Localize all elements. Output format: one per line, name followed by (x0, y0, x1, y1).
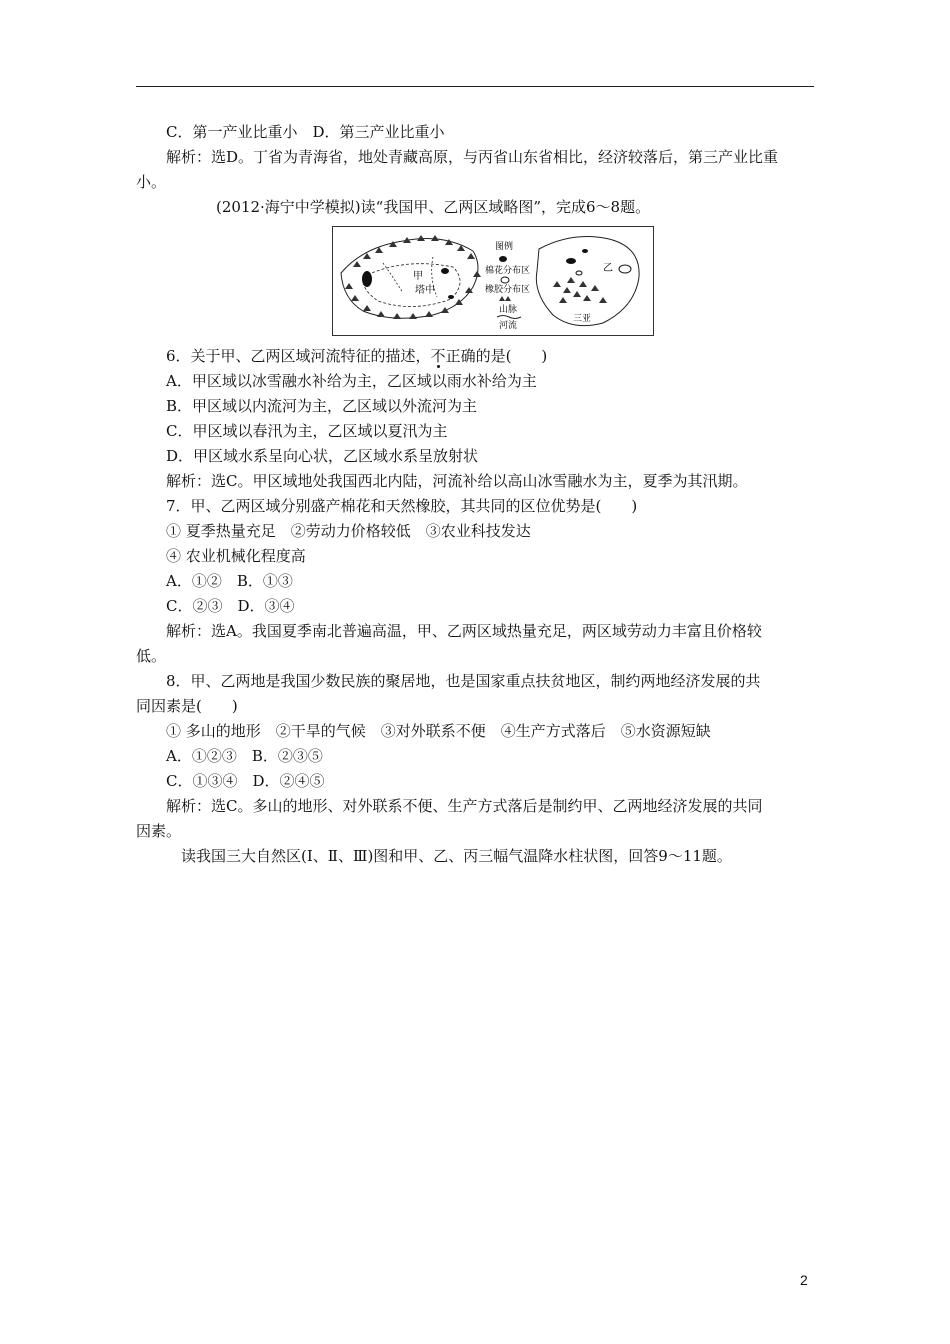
legend-rubber: 橡胶分布区 (485, 285, 531, 295)
label-jia: 甲 (413, 271, 423, 282)
q8-options-ab: A．①②③ B．②③⑤ (166, 747, 323, 765)
q7-options-cd: C．②③ D．③④ (166, 597, 295, 615)
q6-option-d: D．甲区域水系呈向心状，乙区域水系呈放射状 (166, 447, 479, 465)
q6-option-a: A．甲区域以冰雪融水补给为主，乙区域以雨水补给为主 (166, 372, 537, 390)
label-tazhong: 塔中 (415, 285, 435, 296)
next-question-group-intro: 读我国三大自然区(Ⅰ、Ⅱ、Ⅲ)图和甲、乙、丙三幅气温降水柱状图，回答9～11题。 (181, 847, 732, 865)
island-cotton (566, 249, 588, 264)
option-line: C．第一产业比重小 D．第三产业比重小 (166, 123, 445, 141)
q7-statements-2: ④ 农业机械化程度高 (166, 547, 306, 565)
q6-text-pre: 6．关于甲、乙两区域河流特征的描述， (166, 347, 431, 365)
label-yi: 乙 (603, 263, 613, 274)
legend-cotton: 棉花分布区 (485, 266, 531, 276)
q8-explanation: 解析：选C。多山的地形、对外联系不便、生产方式落后是制约甲、乙两地经济发展的共同 (166, 797, 763, 815)
question-6 (136, 344, 814, 369)
q8-options-cd: C．①③④ D．②④⑤ (166, 772, 325, 790)
q7-options-ab: A．①② B．①③ (166, 572, 293, 590)
answer-explanation-cont: 小。 (136, 173, 167, 191)
cotton-areas (362, 268, 454, 299)
q7-explanation-cont: 低。 (136, 647, 167, 665)
q8-statements: ① 多山的地形 ②干旱的气候 ③对外联系不便 ④生产方式落后 ⑤水资源短缺 (166, 722, 711, 740)
question-group-intro: (2012·海宁中学模拟)读“我国甲、乙两区域略图”，完成6～8题。 (216, 198, 651, 216)
region-map-figure (332, 226, 654, 336)
label-sanya: 三亚 (573, 314, 592, 324)
legend-river: 河流 (499, 321, 518, 331)
legend-title: 图例 (495, 242, 514, 252)
question-7: 7．甲、乙两区域分别盛产棉花和天然橡胶，其共同的区位优势是( ) (166, 497, 638, 515)
region-map (333, 227, 653, 335)
q6-explanation: 解析：选C。甲区域地处我国西北内陆，河流补给以高山冰雪融水为主，夏季为其汛期。 (166, 472, 748, 490)
document-body (136, 120, 814, 869)
q6-option-b: B．甲区域以内流河为主，乙区域以外流河为主 (166, 397, 478, 415)
header-rule (136, 86, 814, 87)
question-8: 8．甲、乙两地是我国少数民族的聚居地，也是国家重点扶贫地区，制约两地经济发展的共 (166, 672, 761, 690)
q8-explanation-cont: 因素。 (136, 822, 182, 840)
q6-emphasis: 不 (430, 347, 446, 365)
island-mountains (553, 277, 607, 303)
legend-cotton-swatch (499, 256, 507, 262)
q7-explanation: 解析：选A。我国夏季南北普遍高温，甲、乙两区域热量充足，两区域劳动力丰富且价格较 (166, 622, 762, 640)
legend-mountain: 山脉 (499, 305, 518, 315)
island-outline (536, 237, 639, 326)
answer-explanation: 解析：选D。丁省为青海省，地处青藏高原，与丙省山东省相比，经济较落后，第三产业比重 (166, 148, 779, 166)
legend-river-swatch (497, 316, 521, 319)
question-8-cont: 同因素是( ) (136, 697, 238, 715)
q6-option-c: C．甲区域以春汛为主，乙区域以夏汛为主 (166, 422, 448, 440)
legend-mountain-swatch (499, 296, 511, 301)
q6-text-post: 正确的是( ) (445, 347, 548, 365)
legend-rubber-swatch (501, 277, 509, 283)
page-number: 2 (800, 1272, 808, 1288)
q7-statements-1: ① 夏季热量充足 ②劳动力价格较低 ③农业科技发达 (166, 522, 531, 540)
